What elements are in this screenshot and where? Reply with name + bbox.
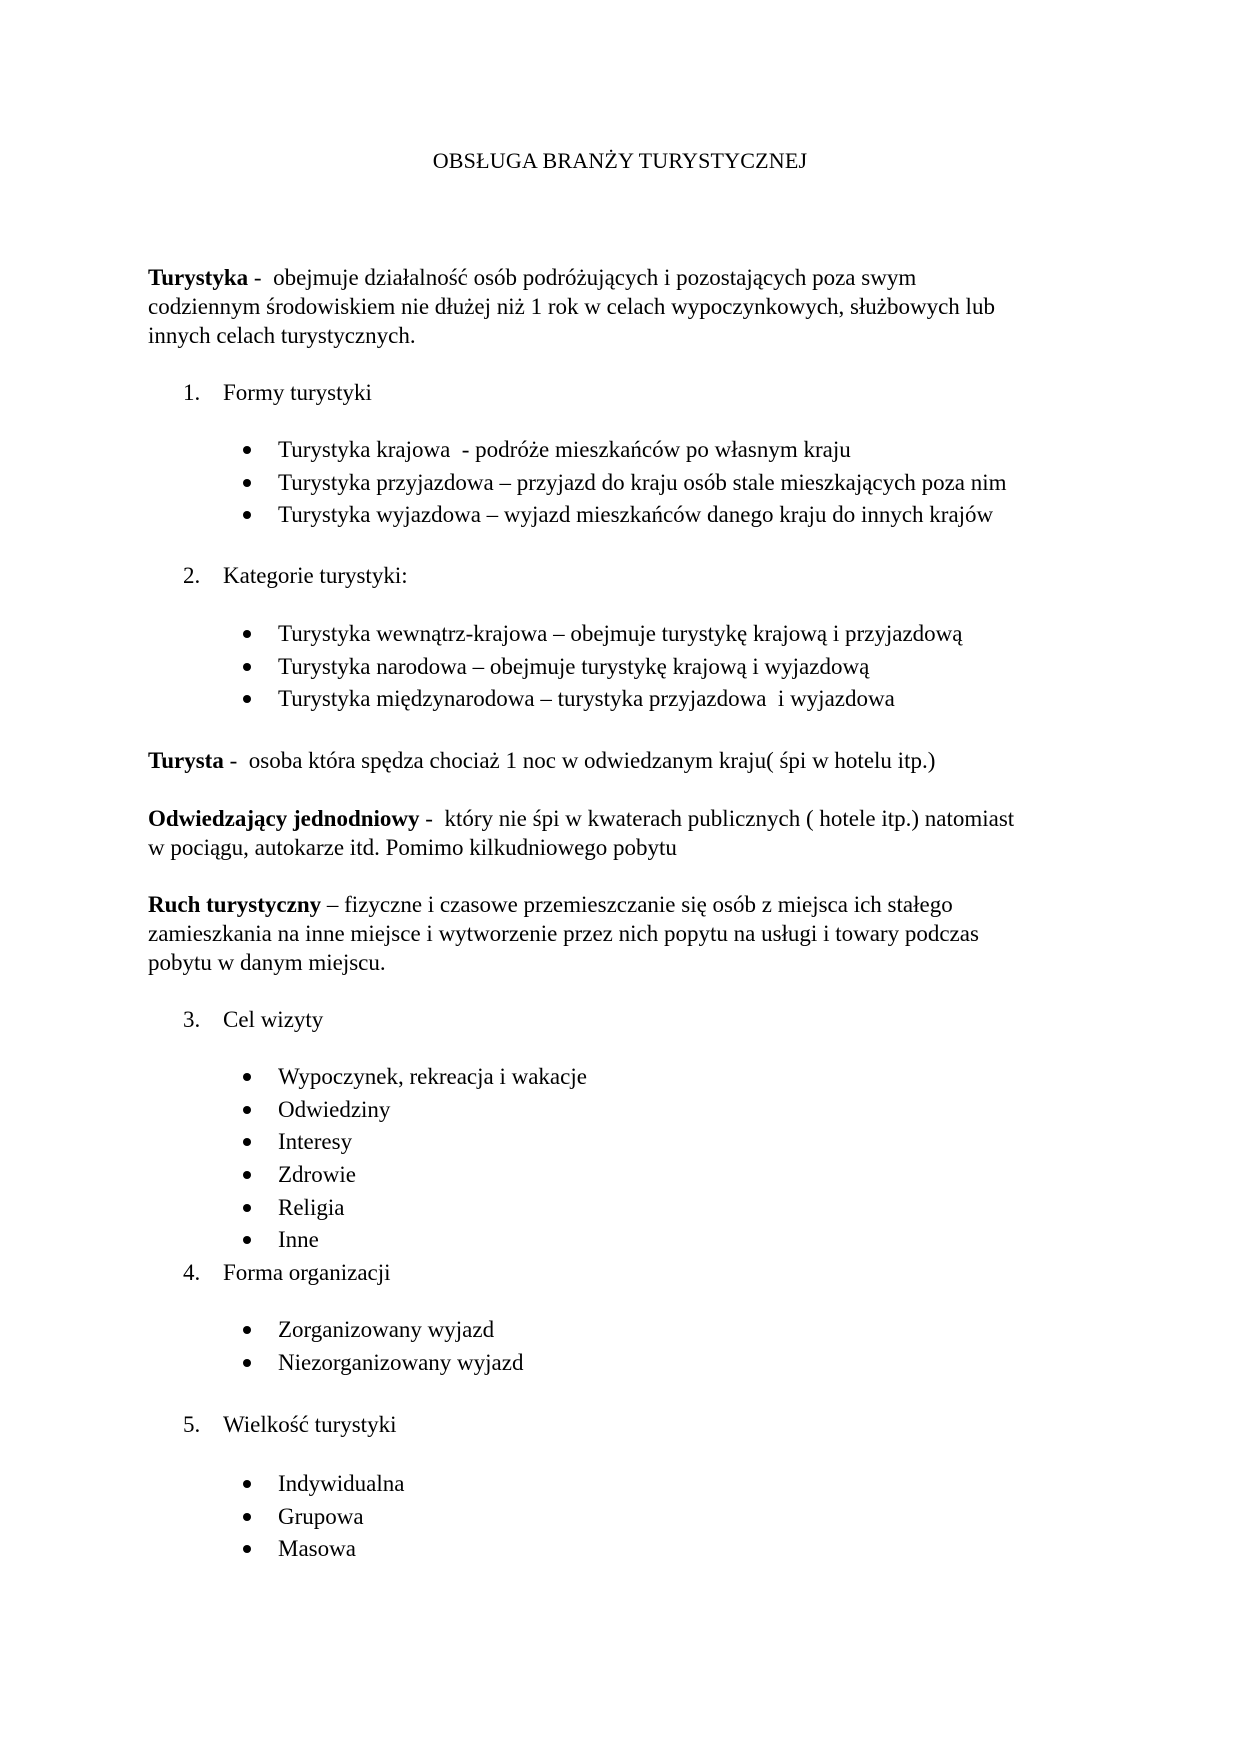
definition-line: obejmuje działalność osób podróżujących i pozostających poza swym [273, 265, 917, 290]
bullet-icon [243, 1545, 251, 1553]
definition-line: zamieszkania na inne miejsce i wytworzenie przez nich popytu na usługi i towary podczas [148, 921, 979, 946]
definition-turystyka [148, 263, 1098, 350]
bullet-icon [243, 1359, 251, 1367]
section-heading-1 [183, 378, 372, 407]
bullet-list-2 [238, 618, 962, 716]
list-item-text: Turystyka międzynarodowa – turystyka przyjazdowa i wyjazdowa [278, 686, 895, 712]
list-item-text: Zorganizowany wyjazd [278, 1317, 495, 1342]
bullet-list-3 [238, 1061, 587, 1257]
definition-line: w pociągu, autokarze itd. Pomimo kilkudniowego pobytu [148, 835, 677, 860]
bullet-icon [243, 1073, 251, 1081]
section-heading-2 [183, 561, 408, 590]
bullet-icon [243, 1106, 251, 1114]
list-item-text: Turystyka wyjazdowa – wyjazd mieszkańców danego kraju do innych krajów [278, 502, 994, 528]
section-number: 3. [183, 1007, 201, 1032]
bullet-list-4 [238, 1314, 523, 1379]
section-number: 1. [183, 380, 201, 405]
section-heading-5 [183, 1410, 396, 1439]
list-item [238, 1533, 404, 1566]
definition-line: który nie śpi w kwaterach publicznych ( hotele itp.) natomiast [444, 806, 1015, 831]
list-item-text: Odwiedziny [278, 1096, 391, 1122]
definition-line: pobytu w danym miejscu. [148, 950, 386, 975]
section-title: Kategorie turystyki: [223, 563, 408, 588]
list-item [238, 434, 1007, 467]
bullet-list-1 [238, 434, 1007, 532]
list-item [238, 467, 1007, 500]
bullet-icon [243, 663, 251, 671]
list-item [238, 1314, 523, 1347]
bullet-list-5 [238, 1468, 404, 1566]
term-odwiedzajacy: Odwiedzający jednodniowy [148, 806, 420, 831]
definition-ruch-turystyczny [148, 890, 1098, 977]
list-item-text: Interesy [278, 1129, 353, 1155]
bullet-icon [243, 1138, 251, 1146]
definition-turysta [148, 746, 1098, 775]
list-item-text: Wypoczynek, rekreacja i wakacje [278, 1064, 587, 1089]
bullet-icon [243, 1236, 251, 1244]
term-turystyka: Turystyka [148, 265, 249, 290]
list-item-text: Religia [278, 1194, 345, 1220]
list-item [238, 1501, 404, 1534]
definition-line: osoba która spędza chociaż 1 noc w odwiedzanym kraju( śpi w hotelu itp.) [248, 748, 936, 773]
definition-odwiedzajacy [148, 804, 1098, 862]
list-item [238, 499, 1007, 532]
list-item-text: Zdrowie [278, 1162, 356, 1188]
list-item [238, 651, 962, 684]
term-ruch-turystyczny: Ruch turystyczny [148, 892, 322, 917]
list-item [238, 1468, 404, 1501]
list-item-text: Turystyka przyjazdowa – przyjazd do kraju osób stale mieszkających poza nim [278, 469, 1007, 495]
list-item-text: Indywidualna [278, 1471, 405, 1496]
list-item-text: Turystyka wewnątrz-krajowa – obejmuje turystykę krajową i przyjazdową [278, 621, 963, 646]
term-separator: - [223, 748, 249, 773]
list-item [238, 1061, 587, 1094]
section-heading-4 [183, 1258, 391, 1287]
list-item [238, 1159, 587, 1192]
list-item [238, 618, 962, 651]
list-item [238, 1347, 523, 1380]
term-separator: – [321, 892, 345, 917]
section-title: Cel wizyty [223, 1007, 324, 1032]
definition-line: codziennym środowiskiem nie dłużej niż 1 rok w celach wypoczynkowych, służbowych lub [148, 294, 995, 319]
section-title: Formy turystyki [223, 380, 372, 405]
bullet-icon [243, 1204, 251, 1212]
section-title: Wielkość turystyki [223, 1412, 397, 1437]
list-item-text: Masowa [278, 1536, 356, 1562]
list-item-text: Inne [278, 1227, 319, 1253]
list-item [238, 1192, 587, 1225]
bullet-icon [243, 1171, 251, 1179]
list-item-text: Grupowa [278, 1503, 364, 1529]
definition-line: innych celach turystycznych. [148, 323, 416, 348]
bullet-icon [243, 479, 251, 487]
definition-line: fizyczne i czasowe przemieszczanie się osób z miejsca ich stałego [344, 892, 953, 917]
section-number: 5. [183, 1412, 201, 1437]
list-item-text: Turystyka narodowa – obejmuje turystykę krajową i wyjazdową [278, 653, 870, 679]
bullet-icon [243, 695, 251, 703]
term-separator: - [419, 806, 445, 831]
list-item [238, 1224, 587, 1257]
bullet-icon [243, 630, 251, 638]
document-title: OBSŁUGA BRANŻY TURYSTYCZNEJ [432, 148, 808, 173]
bullet-icon [243, 1480, 251, 1488]
bullet-icon [243, 446, 251, 454]
list-item [238, 683, 962, 716]
bullet-icon [243, 1513, 251, 1521]
list-item [238, 1126, 587, 1159]
section-number: 2. [183, 563, 201, 588]
list-item-text: Turystyka krajowa - podróże mieszkańców po własnym kraju [278, 437, 851, 462]
list-item [238, 1094, 587, 1127]
bullet-icon [243, 1326, 251, 1334]
list-item-text: Niezorganizowany wyjazd [278, 1349, 524, 1375]
section-number: 4. [183, 1260, 201, 1285]
bullet-icon [243, 511, 251, 519]
section-title: Forma organizacji [223, 1260, 391, 1285]
term-separator: - [248, 265, 274, 290]
section-heading-3 [183, 1005, 323, 1034]
term-turysta: Turysta [148, 748, 224, 773]
